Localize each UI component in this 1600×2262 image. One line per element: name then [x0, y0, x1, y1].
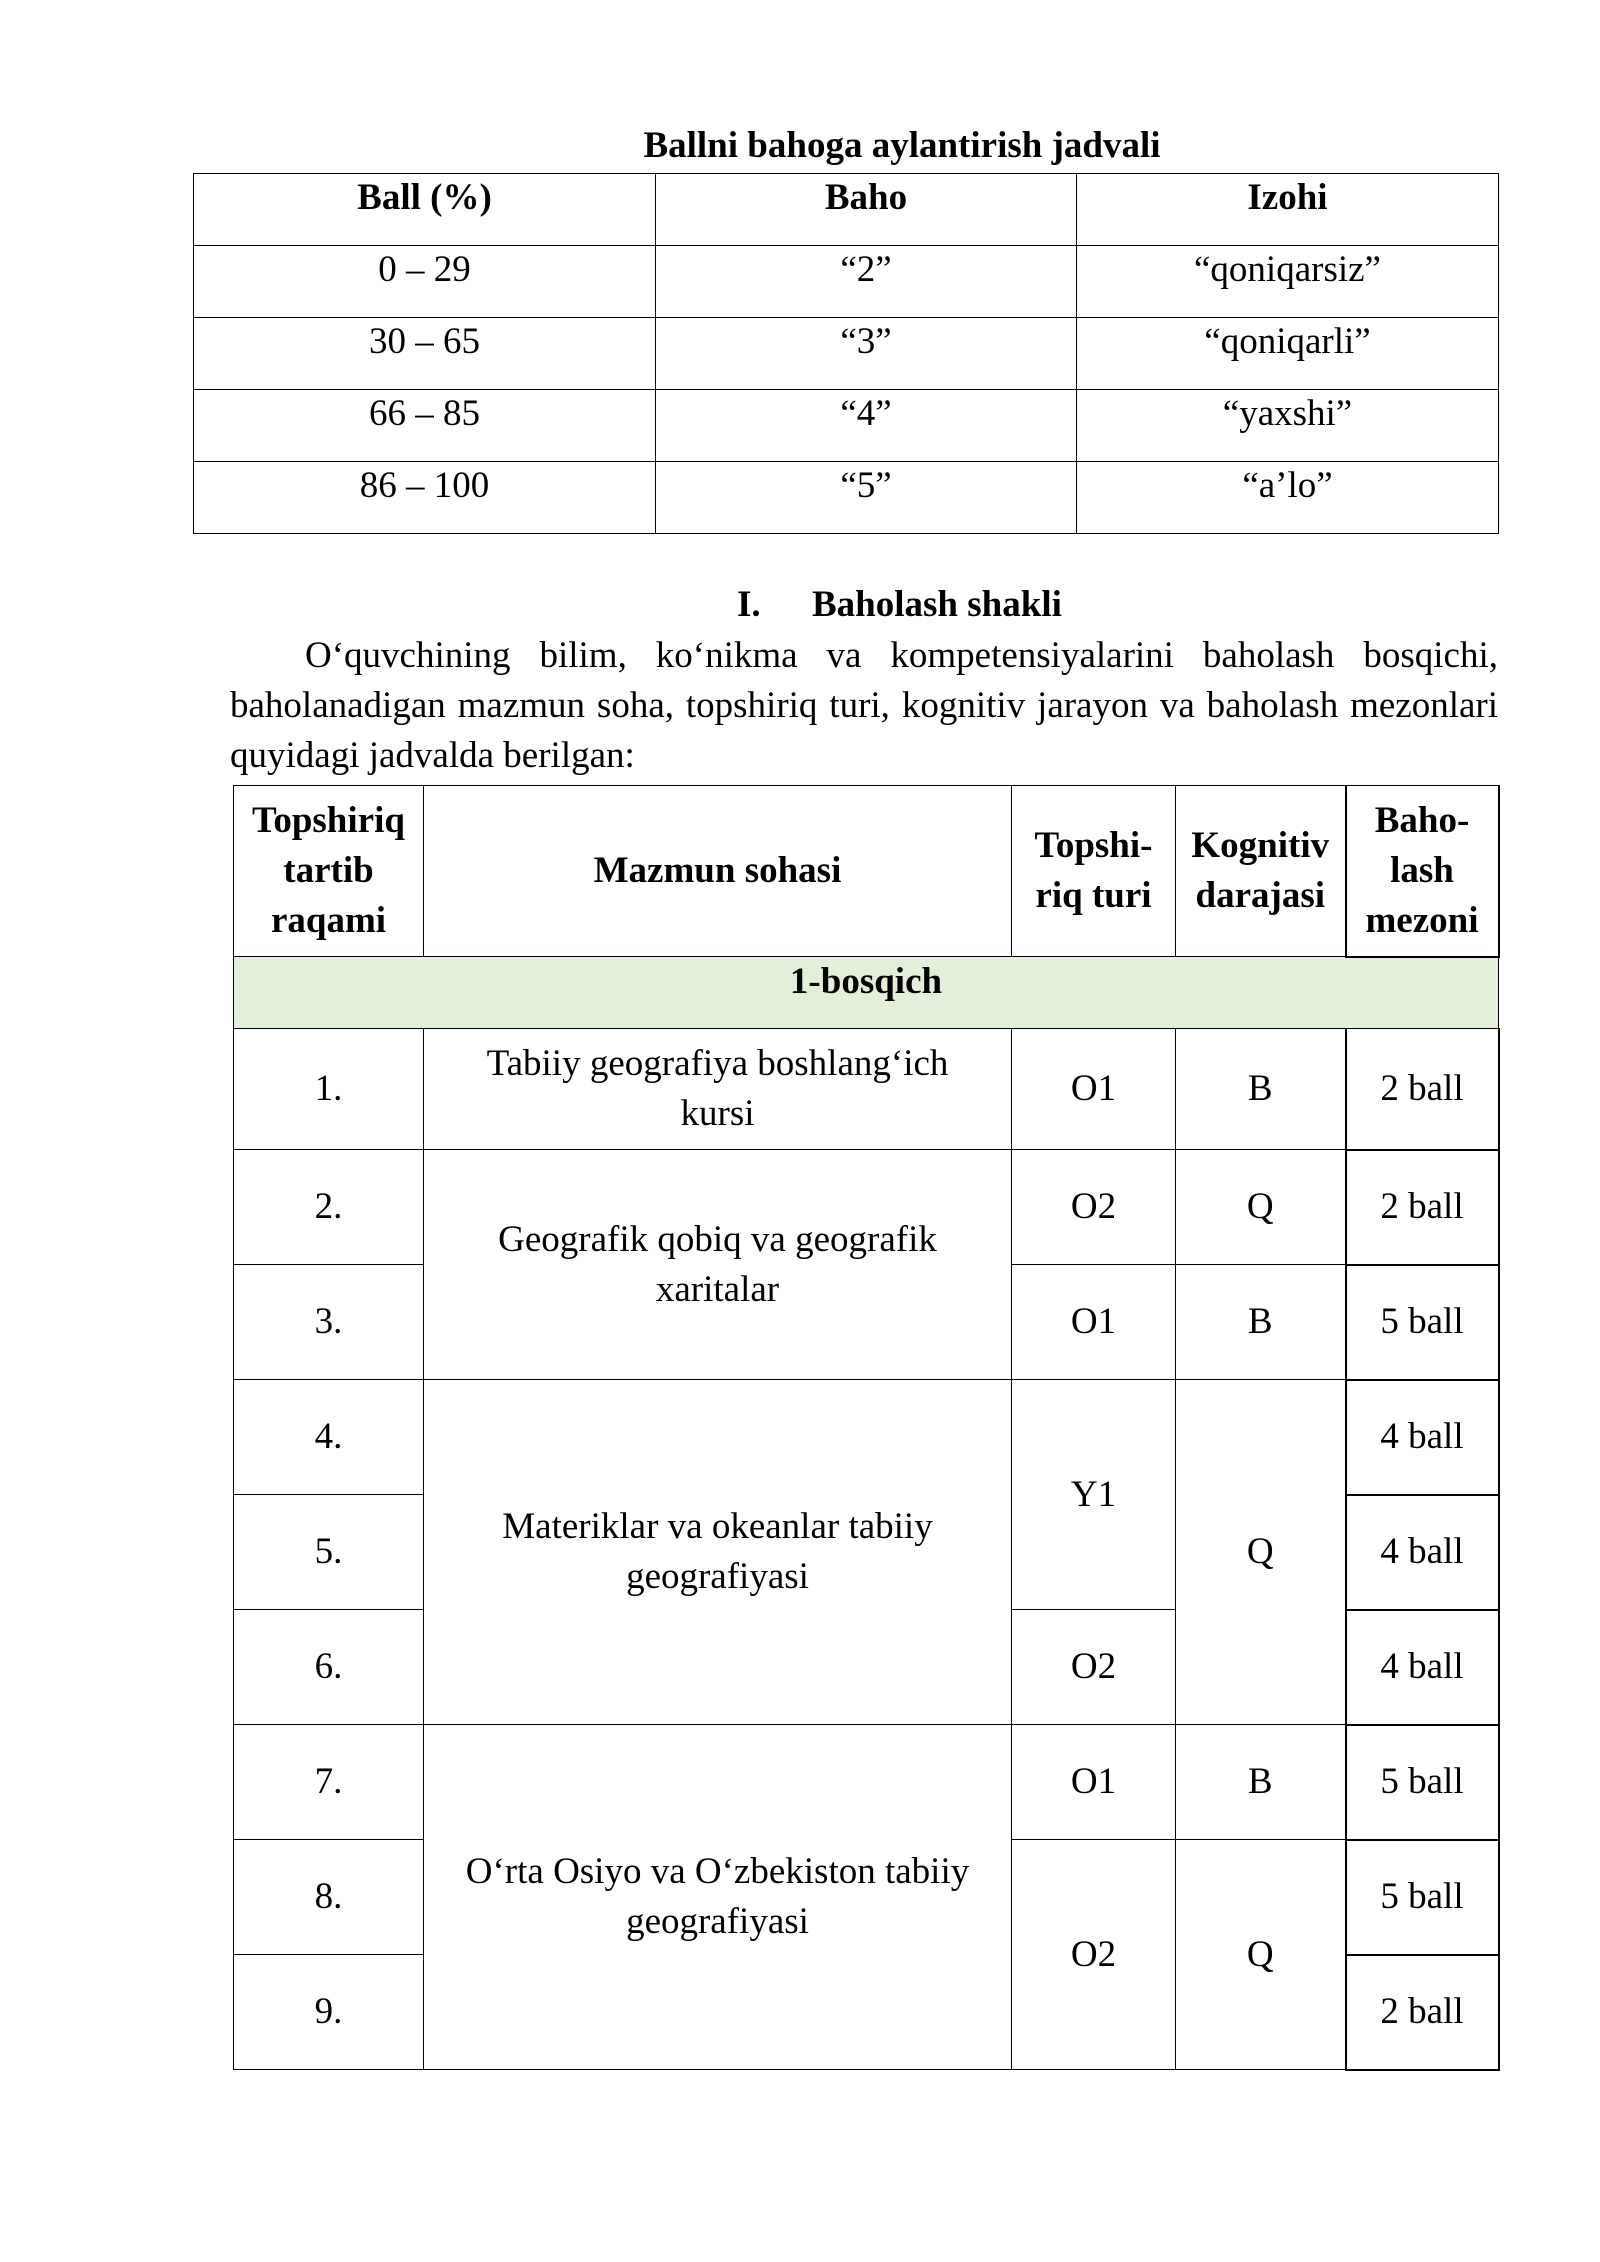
grade-conversion-table [193, 173, 1499, 534]
table-row [194, 390, 1499, 462]
comment-cell: “qoniqarli” [1077, 318, 1499, 390]
task-number-cell: 9. [234, 1955, 424, 2070]
section-title: Baholash shakli [812, 584, 1062, 625]
score-cell: 2 ball [1346, 1029, 1499, 1150]
ball-range-cell: 0 – 29 [194, 246, 656, 318]
score-cell: 5 ball [1346, 1725, 1499, 1840]
task-type-cell: O1 [1012, 1725, 1176, 1840]
score-cell: 4 ball [1346, 1610, 1499, 1725]
stage-row [234, 957, 1499, 1029]
header-izohi: Izohi [1077, 174, 1499, 246]
cognitive-level-cell: Q [1176, 1150, 1346, 1265]
cognitive-level-cell: Q [1176, 1380, 1346, 1725]
section-number: I. [737, 584, 761, 625]
table-row [234, 1029, 1499, 1150]
task-number-cell: 4. [234, 1380, 424, 1495]
content-area-cell: O‘rta Osiyo va O‘zbekiston tabiiy geografiyasi [424, 1725, 1012, 2070]
score-cell: 4 ball [1346, 1380, 1499, 1495]
task-number-cell: 1. [234, 1029, 424, 1150]
table-header-row [194, 174, 1499, 246]
content-area-cell: Geografik qobiq va geografik xaritalar [424, 1150, 1012, 1380]
cognitive-level-cell: B [1176, 1725, 1346, 1840]
stage-row-cell: 1-bosqich [234, 957, 1499, 1029]
section-heading [737, 580, 1062, 630]
table-row [194, 246, 1499, 318]
header-ball: Ball (%) [194, 174, 656, 246]
score-cell: 2 ball [1346, 1955, 1499, 2070]
grade-cell: “5” [656, 462, 1077, 534]
task-number-cell: 7. [234, 1725, 424, 1840]
cognitive-level-cell: B [1176, 1029, 1346, 1150]
table-row [234, 1150, 1499, 1265]
header-assessment-criteria: Baho- lash mezoni [1346, 786, 1499, 957]
task-type-cell: O1 [1012, 1265, 1176, 1380]
grade-cell: “4” [656, 390, 1077, 462]
task-type-cell: O2 [1012, 1840, 1176, 2070]
task-type-cell: O2 [1012, 1610, 1176, 1725]
score-cell: 5 ball [1346, 1265, 1499, 1380]
paragraph-line: O‘quvchining bilim, ko‘nikma va kompetensiyalarini baholash bosqichi, [305, 635, 1498, 676]
content-area-cell: Tabiiy geografiya boshlang‘ich kursi [424, 1029, 1012, 1150]
table-row [194, 462, 1499, 534]
comment-cell: “qoniqarsiz” [1077, 246, 1499, 318]
grade-table-title: Ballni bahoga aylantirish jadvali [643, 125, 1161, 166]
task-type-cell: Y1 [1012, 1380, 1176, 1610]
paragraph-line: baholanadigan mazmun soha, topshiriq turi, kognitiv jarayon va baholash mezonlari [230, 685, 1498, 726]
cognitive-level-cell: Q [1176, 1840, 1346, 2070]
task-number-cell: 5. [234, 1495, 424, 1610]
table-row [234, 1725, 1499, 1840]
header-content-area: Mazmun sohasi [424, 786, 1012, 957]
task-type-cell: O1 [1012, 1029, 1176, 1150]
header-baho: Baho [656, 174, 1077, 246]
task-number-cell: 6. [234, 1610, 424, 1725]
task-number-cell: 8. [234, 1840, 424, 1955]
score-cell: 4 ball [1346, 1495, 1499, 1610]
paragraph-line: quyidagi jadvalda berilgan: [230, 735, 635, 776]
score-cell: 5 ball [1346, 1840, 1499, 1955]
assessment-table [233, 785, 1500, 2071]
table-row [234, 1380, 1499, 1495]
header-task-type: Topshi- riq turi [1012, 786, 1176, 957]
content-area-cell: Materiklar va okeanlar tabiiy geografiyasi [424, 1380, 1012, 1725]
ball-range-cell: 66 – 85 [194, 390, 656, 462]
ball-range-cell: 30 – 65 [194, 318, 656, 390]
task-number-cell: 3. [234, 1265, 424, 1380]
table-header-row [234, 786, 1499, 957]
table-row [194, 318, 1499, 390]
section-paragraph [230, 631, 1498, 781]
score-cell: 2 ball [1346, 1150, 1499, 1265]
header-task-number: Topshiriq tartib raqami [234, 786, 424, 957]
grade-cell: “2” [656, 246, 1077, 318]
comment-cell: “a’lo” [1077, 462, 1499, 534]
grade-cell: “3” [656, 318, 1077, 390]
comment-cell: “yaxshi” [1077, 390, 1499, 462]
ball-range-cell: 86 – 100 [194, 462, 656, 534]
task-number-cell: 2. [234, 1150, 424, 1265]
task-type-cell: O2 [1012, 1150, 1176, 1265]
cognitive-level-cell: B [1176, 1265, 1346, 1380]
header-cognitive-level: Kognitiv darajasi [1176, 786, 1346, 957]
